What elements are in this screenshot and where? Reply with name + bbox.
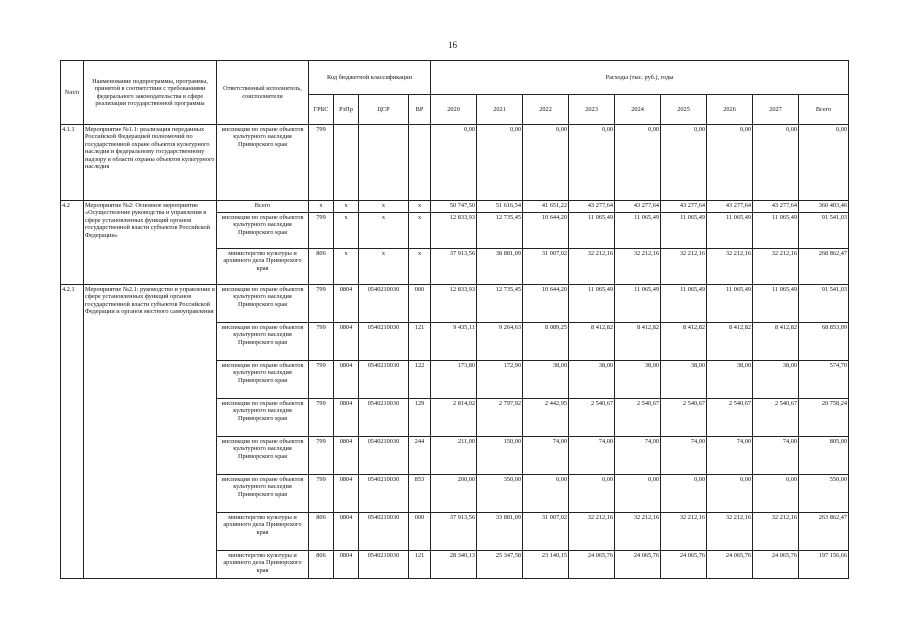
row-year-value: 11 065,49 [569, 285, 615, 323]
row-vr: 121 [409, 551, 431, 579]
row-year-value: 173,80 [431, 361, 477, 399]
row-vr: 129 [409, 399, 431, 437]
row-grbs: 806 [309, 513, 334, 551]
header-year: 2024 [615, 95, 661, 125]
header-grbs: ГРБС [309, 95, 334, 125]
row-vr: x [409, 201, 431, 213]
row-csr: x [359, 201, 409, 213]
row-year-value: 10 644,20 [523, 285, 569, 323]
row-responsible: министерство культуры и архивного дела Приморского края [217, 513, 309, 551]
row-name: Мероприятие №2: Основное мероприятие «Осуществление руководства и управления в сфере установленных функций органов государственной власти субъектов Российской Федерации» [84, 201, 217, 285]
row-csr [359, 125, 409, 201]
row-year-value: 0,00 [707, 475, 753, 513]
row-responsible: инспекция по охране объектов культурного наследия Приморского края [217, 285, 309, 323]
row-year-value: 0,00 [661, 475, 707, 513]
row-csr: 0540210030 [359, 475, 409, 513]
row-vr: 853 [409, 475, 431, 513]
row-year-value: 24 065,76 [753, 551, 799, 579]
row-grbs: 799 [309, 437, 334, 475]
row-grbs: 799 [309, 213, 334, 249]
table-header [61, 61, 849, 125]
row-year-value: 38,00 [661, 361, 707, 399]
row-total: 268 862,47 [799, 249, 849, 285]
row-total: 0,00 [799, 125, 849, 201]
row-year-value: 25 347,58 [477, 551, 523, 579]
row-year-value: 74,00 [569, 437, 615, 475]
row-responsible: инспекция по охране объектов культурного наследия Приморского края [217, 361, 309, 399]
row-responsible: Всего [217, 201, 309, 213]
row-year-value: 32 212,16 [707, 249, 753, 285]
row-responsible: министерство культуры и архивного дела Приморского края [217, 551, 309, 579]
row-vr: 121 [409, 323, 431, 361]
row-grbs: 799 [309, 323, 334, 361]
header-year: 2023 [569, 95, 615, 125]
row-year-value: 0,00 [523, 475, 569, 513]
row-year-value: 0,00 [569, 125, 615, 201]
row-year-value: 24 065,76 [569, 551, 615, 579]
row-total: 91 541,03 [799, 285, 849, 323]
row-csr: 0540210030 [359, 323, 409, 361]
row-year-value: 11 065,49 [661, 213, 707, 249]
row-responsible: инспекция по охране объектов культурного наследия Приморского края [217, 125, 309, 201]
row-total: 805,00 [799, 437, 849, 475]
row-year-value: 37 913,56 [431, 513, 477, 551]
row-grbs: 806 [309, 551, 334, 579]
row-csr: x [359, 249, 409, 285]
row-rzpr: x [334, 213, 359, 249]
row-year-value: 0,00 [569, 475, 615, 513]
row-year-value: 37 913,56 [431, 249, 477, 285]
row-total: 360 403,46 [799, 201, 849, 213]
row-year-value: 50 747,50 [431, 201, 477, 213]
row-year-value: 12 735,45 [477, 285, 523, 323]
row-year-value: 2 540,67 [661, 399, 707, 437]
row-year-value: 0,00 [753, 125, 799, 201]
row-responsible: инспекция по охране объектов культурного наследия Приморского края [217, 437, 309, 475]
row-total: 91 541,03 [799, 213, 849, 249]
row-year-value: 2 814,02 [431, 399, 477, 437]
row-year-value: 38 881,09 [477, 249, 523, 285]
row-year-value: 38,00 [753, 361, 799, 399]
row-year-value: 10 644,20 [523, 213, 569, 249]
row-vr: 244 [409, 437, 431, 475]
row-year-value: 11 065,49 [753, 213, 799, 249]
row-year-value: 38,00 [707, 361, 753, 399]
row-year-value: 11 065,49 [615, 213, 661, 249]
row-name: Мероприятие №2.1: руководство и управление в сфере установленных функций органов государственной власти субъектов Российской Федерации и органов местного самоуправления [84, 285, 217, 579]
row-year-value: 74,00 [661, 437, 707, 475]
row-grbs: 799 [309, 475, 334, 513]
row-responsible: министерство культуры и архивного дела Приморского края [217, 249, 309, 285]
row-year-value: 43 277,64 [753, 201, 799, 213]
row-year-value: 0,00 [753, 475, 799, 513]
row-year-value: 43 277,64 [615, 201, 661, 213]
header-year: 2027 [753, 95, 799, 125]
row-year-value: 8 089,25 [523, 323, 569, 361]
row-year-value: 74,00 [615, 437, 661, 475]
row-year-value: 43 277,64 [661, 201, 707, 213]
row-year-value: 211,00 [431, 437, 477, 475]
table-row [61, 285, 849, 323]
row-vr: 000 [409, 285, 431, 323]
row-grbs: x [309, 201, 334, 213]
row-rzpr: 0804 [334, 399, 359, 437]
row-vr: 000 [409, 513, 431, 551]
row-year-value: 0,00 [707, 125, 753, 201]
row-vr: x [409, 213, 431, 249]
budget-table [60, 60, 849, 579]
header-responsible: Ответственный исполнитель, соисполнители [217, 61, 309, 125]
row-year-value: 41 651,22 [523, 201, 569, 213]
row-year-value: 43 277,64 [707, 201, 753, 213]
row-year-value: 31 007,02 [523, 249, 569, 285]
row-csr: x [359, 213, 409, 249]
row-csr: 0540210030 [359, 513, 409, 551]
row-total: 550,00 [799, 475, 849, 513]
header-year: 2020 [431, 95, 477, 125]
row-rzpr: x [334, 249, 359, 285]
row-number: 4.2.1 [61, 285, 84, 579]
row-year-value: 32 212,16 [753, 249, 799, 285]
row-grbs: 799 [309, 125, 334, 201]
row-year-value: 8 412,82 [569, 323, 615, 361]
row-year-value: 8 412,82 [661, 323, 707, 361]
header-year: 2021 [477, 95, 523, 125]
row-year-value: 23 140,15 [523, 551, 569, 579]
row-year-value: 0,00 [431, 125, 477, 201]
row-year-value: 11 065,49 [707, 285, 753, 323]
row-rzpr: 0804 [334, 285, 359, 323]
row-year-value: 11 065,49 [615, 285, 661, 323]
row-year-value: 24 065,76 [707, 551, 753, 579]
row-year-value: 0,00 [661, 125, 707, 201]
row-year-value: 24 065,76 [615, 551, 661, 579]
row-vr: x [409, 249, 431, 285]
row-year-value: 74,00 [523, 437, 569, 475]
row-year-value: 8 412,82 [707, 323, 753, 361]
row-number: 4.1.1 [61, 125, 84, 201]
table-body [61, 125, 849, 579]
row-responsible: инспекция по охране объектов культурного наследия Приморского края [217, 323, 309, 361]
table-row [61, 125, 849, 201]
row-total: 574,70 [799, 361, 849, 399]
row-responsible: инспекция по охране объектов культурного наследия Приморского края [217, 213, 309, 249]
row-year-value: 74,00 [707, 437, 753, 475]
page-number: 16 [448, 40, 457, 50]
row-rzpr: 0804 [334, 437, 359, 475]
row-year-value: 32 212,16 [661, 513, 707, 551]
row-year-value: 38,00 [615, 361, 661, 399]
row-year-value: 172,90 [477, 361, 523, 399]
row-year-value: 12 735,45 [477, 213, 523, 249]
row-year-value: 28 340,13 [431, 551, 477, 579]
row-rzpr [334, 125, 359, 201]
row-year-value: 9 264,63 [477, 323, 523, 361]
row-year-value: 0,00 [477, 125, 523, 201]
row-csr: 0540210030 [359, 437, 409, 475]
header-expenses-group: Расходы (тыс. руб.), годы [431, 61, 849, 95]
row-total: 263 862,47 [799, 513, 849, 551]
row-year-value: 2 540,67 [707, 399, 753, 437]
row-responsible: инспекция по охране объектов культурного наследия Приморского края [217, 399, 309, 437]
row-year-value: 38,00 [569, 361, 615, 399]
row-year-value: 32 212,16 [615, 249, 661, 285]
row-year-value: 350,00 [477, 475, 523, 513]
row-vr [409, 125, 431, 201]
row-year-value: 31 007,02 [523, 513, 569, 551]
row-rzpr: 0804 [334, 323, 359, 361]
row-grbs: 806 [309, 249, 334, 285]
header-name: Наименование подпрограммы, программы, принятой в соответствии с требованиями федерального законодательства в сфере реализации государственной программы [84, 61, 217, 125]
row-number: 4.2 [61, 201, 84, 285]
row-year-value: 11 065,49 [753, 285, 799, 323]
row-year-value: 12 833,93 [431, 213, 477, 249]
row-csr: 0540210030 [359, 285, 409, 323]
row-year-value: 150,00 [477, 437, 523, 475]
row-year-value: 200,00 [431, 475, 477, 513]
row-year-value: 32 212,16 [753, 513, 799, 551]
header-csr: ЦСР [359, 95, 409, 125]
row-year-value: 32 212,16 [615, 513, 661, 551]
row-total: 20 758,24 [799, 399, 849, 437]
row-year-value: 32 212,16 [707, 513, 753, 551]
header-year: 2026 [707, 95, 753, 125]
row-year-value: 11 065,49 [707, 213, 753, 249]
header-total: Всего [799, 95, 849, 125]
row-year-value: 0,00 [615, 125, 661, 201]
row-csr: 0540210030 [359, 361, 409, 399]
row-rzpr: 0804 [334, 551, 359, 579]
row-grbs: 799 [309, 399, 334, 437]
row-year-value: 32 212,16 [569, 513, 615, 551]
header-year: 2022 [523, 95, 569, 125]
row-year-value: 9 435,11 [431, 323, 477, 361]
row-responsible: инспекция по охране объектов культурного наследия Приморского края [217, 475, 309, 513]
row-year-value: 0,00 [523, 125, 569, 201]
row-rzpr: 0804 [334, 513, 359, 551]
header-code-group: Код бюджетной классификации [309, 61, 431, 95]
row-year-value: 43 277,64 [569, 201, 615, 213]
row-year-value: 2 540,67 [569, 399, 615, 437]
row-csr: 0540210030 [359, 551, 409, 579]
row-year-value: 24 065,76 [661, 551, 707, 579]
row-name: Мероприятие №1.1: реализация переданных Российской Федерацией полномочий по государственной охране объектов культурного наследия и федеральному государственному надзору в области охраны объектов культурного наследия [84, 125, 217, 201]
row-year-value: 2 442,95 [523, 399, 569, 437]
row-grbs: 799 [309, 285, 334, 323]
header-vr: ВР [409, 95, 431, 125]
row-year-value: 33 881,09 [477, 513, 523, 551]
row-year-value: 2 540,67 [615, 399, 661, 437]
row-year-value: 38,00 [523, 361, 569, 399]
row-year-value: 32 212,16 [569, 249, 615, 285]
header-num: №п/п [61, 61, 84, 125]
row-rzpr: 0804 [334, 475, 359, 513]
row-year-value: 0,00 [615, 475, 661, 513]
row-csr: 0540210030 [359, 399, 409, 437]
row-year-value: 2 540,67 [753, 399, 799, 437]
row-year-value: 32 212,16 [661, 249, 707, 285]
row-rzpr: 0804 [334, 361, 359, 399]
row-total: 68 853,09 [799, 323, 849, 361]
row-vr: 122 [409, 361, 431, 399]
row-grbs: 799 [309, 361, 334, 399]
header-rzpr: РзПр [334, 95, 359, 125]
row-year-value: 8 412,82 [753, 323, 799, 361]
row-total: 197 156,66 [799, 551, 849, 579]
row-year-value: 51 616,54 [477, 201, 523, 213]
row-year-value: 74,00 [753, 437, 799, 475]
row-year-value: 8 412,82 [615, 323, 661, 361]
row-year-value: 12 833,93 [431, 285, 477, 323]
header-year: 2025 [661, 95, 707, 125]
row-year-value: 11 065,49 [661, 285, 707, 323]
row-rzpr: x [334, 201, 359, 213]
row-year-value: 2 797,92 [477, 399, 523, 437]
table-row [61, 201, 849, 213]
row-year-value: 11 065,49 [569, 213, 615, 249]
